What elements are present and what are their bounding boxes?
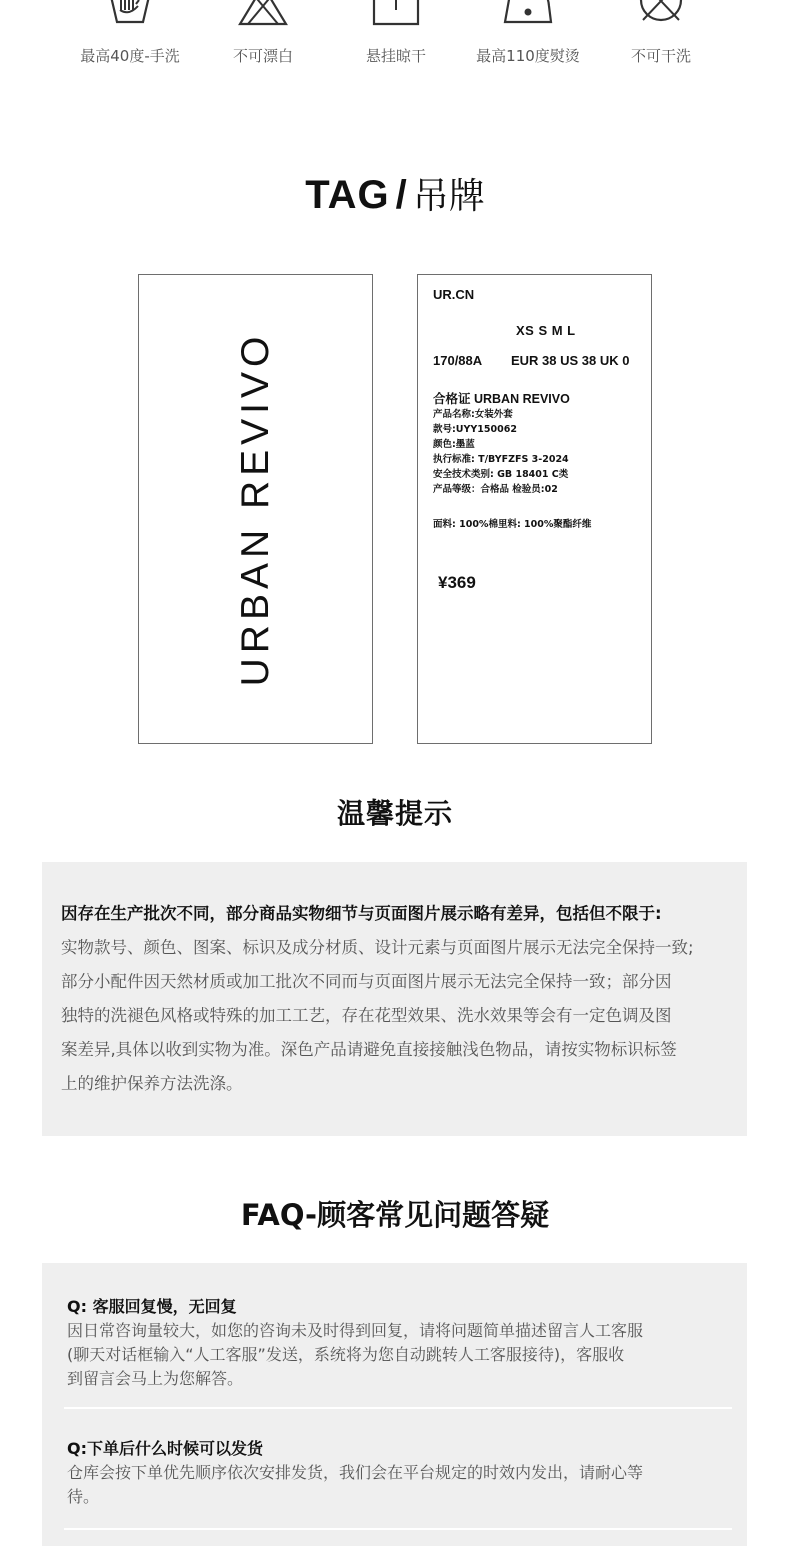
tag-front-card bbox=[138, 274, 373, 744]
notice-line: 部分小配件因天然材质或加工批次不同而与页面图片展示无法完全保持一致；部分因 bbox=[61, 972, 672, 991]
hand-wash-icon bbox=[107, 0, 153, 28]
faq-answer-line: 仓库会按下单优先顺序依次安排发货，我们会在平台规定的时效内发出，请耐心等 bbox=[67, 1463, 644, 1482]
notice-line: 案差异,具体以收到实物为准。深色产品请避免直接接触浅色物品，请按实物标识标签 bbox=[61, 1040, 677, 1059]
faq-answer-line: 待。 bbox=[67, 1487, 100, 1506]
tag-sizes: XS S M L bbox=[516, 323, 576, 338]
tag-spec-eu: EUR 38 US 38 UK 0 bbox=[511, 353, 630, 368]
tag-detail-line: 款号:UYY150062 bbox=[433, 424, 517, 435]
tag-detail-line: 产品名称:女装外套 bbox=[433, 409, 513, 420]
brand-name-vertical: URBAN REVIVO bbox=[233, 331, 277, 687]
faq-question: Q:下单后什么时候可以发货 bbox=[67, 1439, 264, 1458]
notice-box bbox=[42, 862, 747, 1136]
faq-answer-line: (聊天对话框输入“人工客服”发送，系统将为您自动跳转人工客服接待)，客服收 bbox=[67, 1345, 625, 1364]
tag-detail-line: 产品等级：合格品 检验员:02 bbox=[433, 484, 558, 495]
no-dry-clean-icon bbox=[635, 0, 687, 28]
notice-line: 上的维护保养方法洗涤。 bbox=[61, 1074, 243, 1093]
faq-divider bbox=[64, 1528, 732, 1530]
faq-answer-line: 因日常咨询量较大，如您的咨询未及时得到回复，请将问题简单描述留言人工客服 bbox=[67, 1321, 644, 1340]
no-bleach-icon bbox=[238, 0, 288, 28]
faq-title: FAQ-顾客常见问题答疑 bbox=[240, 1198, 550, 1232]
line-dry-icon bbox=[371, 0, 421, 28]
notice-line: 实物款号、颜色、图案、标识及成分材质、设计元素与页面图片展示无法完全保持一致; bbox=[61, 938, 694, 957]
notice-heading: 因存在生产批次不同，部分商品实物细节与页面图片展示略有差异，包括但不限于: bbox=[61, 904, 662, 923]
care-label: 不可干洗 bbox=[630, 47, 691, 65]
tag-section-title bbox=[0, 168, 790, 219]
care-label: 最高110度熨烫 bbox=[476, 47, 580, 65]
tag-material: 面料: 100%棉里料: 100%聚酯纤维 bbox=[433, 519, 592, 530]
tag-back-card bbox=[417, 274, 652, 744]
notice-line: 独特的洗褪色风格或特殊的加工工艺，存在花型效果、洗水效果等会有一定色调及图 bbox=[61, 1006, 672, 1025]
notice-title: 温馨提示 bbox=[336, 797, 453, 830]
faq-question: Q: 客服回复慢，无回复 bbox=[67, 1297, 237, 1316]
tag-price: ¥369 bbox=[438, 573, 476, 592]
iron-low-icon bbox=[502, 0, 554, 28]
care-symbols-row bbox=[0, 0, 790, 80]
care-label: 悬挂晾干 bbox=[365, 47, 426, 65]
tag-spec: 170/88A bbox=[433, 353, 483, 368]
tag-certificate: 合格证 URBAN REVIVO bbox=[433, 392, 570, 406]
faq-answer-line: 到留言会马上为您解答。 bbox=[67, 1369, 244, 1388]
tag-detail-line: 执行标准: T/BYFZFS 3-2024 bbox=[433, 454, 569, 465]
tag-detail-line: 安全技术类别: GB 18401 C类 bbox=[433, 469, 569, 480]
faq-divider bbox=[64, 1407, 732, 1409]
tag-title-en: TAG bbox=[305, 173, 390, 217]
tag-title-cn: 吊牌 bbox=[412, 176, 485, 217]
care-label: 不可漂白 bbox=[232, 47, 293, 65]
faq-box bbox=[42, 1263, 747, 1546]
tag-title-slash: / bbox=[395, 173, 407, 217]
tag-url: UR.CN bbox=[433, 287, 475, 302]
care-label: 最高40度-手洗 bbox=[80, 47, 180, 65]
tag-detail-line: 颜色:墨蓝 bbox=[433, 439, 475, 450]
